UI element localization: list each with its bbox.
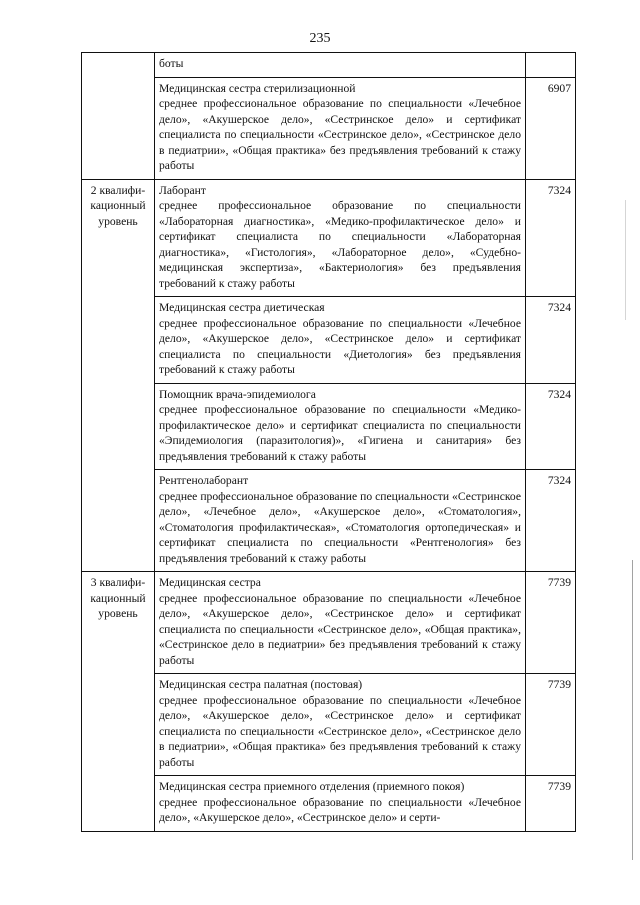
position-requirements: среднее профессиональное образование по специальности «Лечебное дело», «Акушерское дело», «Сестринское дело» и серти- [159, 795, 521, 824]
table-row [82, 53, 576, 78]
qualification-table [81, 52, 576, 832]
level-cell-empty [82, 53, 155, 180]
position-cell [155, 674, 526, 776]
position-cell [155, 470, 526, 572]
table-row [82, 297, 576, 384]
continuation-cell [155, 53, 526, 78]
position-cell [155, 572, 526, 674]
salary-cell: 7324 [526, 470, 576, 572]
continuation-text: боты [159, 57, 184, 70]
table-row [82, 572, 576, 674]
position-title: Медицинская сестра приемного отделения (приемного покоя) [159, 780, 465, 793]
position-title: Лаборант [159, 183, 206, 197]
position-title: Помощник врача-эпидемиолога [159, 387, 316, 401]
scan-edge-line [625, 200, 626, 320]
level-cell [82, 179, 155, 572]
salary-cell: 7324 [526, 179, 576, 297]
position-cell [155, 77, 526, 179]
position-cell [155, 776, 526, 832]
salary-cell-empty [526, 53, 576, 78]
salary-cell: 7739 [526, 776, 576, 832]
position-requirements: среднее профессиональное образование по специальности «Медико-профилактическое дело» и сертификат специалиста по специальности «Эпидемиология (паразитология)», «Гигиена и санитария» без предъявления требований к стажу работы [159, 403, 521, 463]
position-cell [155, 297, 526, 384]
salary-cell: 7739 [526, 674, 576, 776]
table-row [82, 383, 576, 470]
position-requirements: среднее профессиональное образование по специальности «Сестринское дело», «Лечебное дело», «Акушерское дело», «Стоматология», «Стоматология профилактическая», «Стоматология ортопедическая» и сертификат специалиста по специальности «Рентгенология» без предъявления требований к стажу работы [159, 489, 521, 565]
position-requirements: среднее профессиональное образование по специальности «Лечебное дело», «Акушерское дело», «Сестринское дело» и сертификат специалиста по специальности «Сестринское дело», «Сестринское дело в педиатрии», «Общая практика» без предъявления требований к стажу работы [159, 693, 521, 769]
position-title: Рентгенолаборант [159, 474, 249, 487]
position-title: Медицинская сестра диетическая [159, 301, 325, 314]
qualification-level-label: 2 квалифи-кационный уровень [90, 183, 146, 228]
position-title: Медицинская сестра палатная (постовая) [159, 678, 363, 691]
salary-cell: 7324 [526, 383, 576, 470]
position-cell [155, 179, 526, 297]
qualification-level-label: 3 квалифи-кационный уровень [90, 576, 146, 620]
position-requirements: среднее профессиональное образование по специальности «Лечебное дело», «Акушерское дело», «Сестринское дело» и сертификат специалиста по специальности «Диетология» без предъявления требований к стажу работы [159, 316, 521, 376]
page-number: 235 [309, 31, 331, 46]
position-requirements: среднее профессиональное образование по специальности «Лабораторная диагностика», «Медико-профилактическое дело» и сертификат специалиста по специальности «Лабораторная диагностика», «Гистология», «Лабораторное дело», «Судебно-медицинская экспертиза», «Бактериология» без предъявления требований к стажу работы [159, 199, 521, 290]
table-row [82, 470, 576, 572]
salary-cell: 7739 [526, 572, 576, 674]
table-row [82, 77, 576, 179]
position-requirements: среднее профессиональное образование по специальности «Лечебное дело», «Акушерское дело», «Сестринское дело» и сертификат специалиста по специальности «Сестринское дело», «Общая практика», «Сестринское дело в педиатрии» без предъявления требований к стажу работы [159, 591, 521, 667]
position-cell [155, 383, 526, 470]
salary-cell: 6907 [526, 77, 576, 179]
position-title: Медицинская сестра стерилизационной [159, 81, 356, 95]
position-title: Медицинская сестра [159, 576, 261, 589]
level-cell [82, 572, 155, 832]
position-requirements: среднее профессиональное образование по специальности «Лечебное дело», «Акушерское дело», «Сестринское дело» и сертификат специалиста по специальности «Сестринское дело», «Сестринское дело в педиатрии», «Общая практика» без предъявления требований к стажу работы [159, 97, 521, 172]
table-row [82, 776, 576, 832]
scan-edge-line [632, 560, 633, 860]
salary-cell: 7324 [526, 297, 576, 384]
table-row [82, 674, 576, 776]
table-row [82, 179, 576, 297]
